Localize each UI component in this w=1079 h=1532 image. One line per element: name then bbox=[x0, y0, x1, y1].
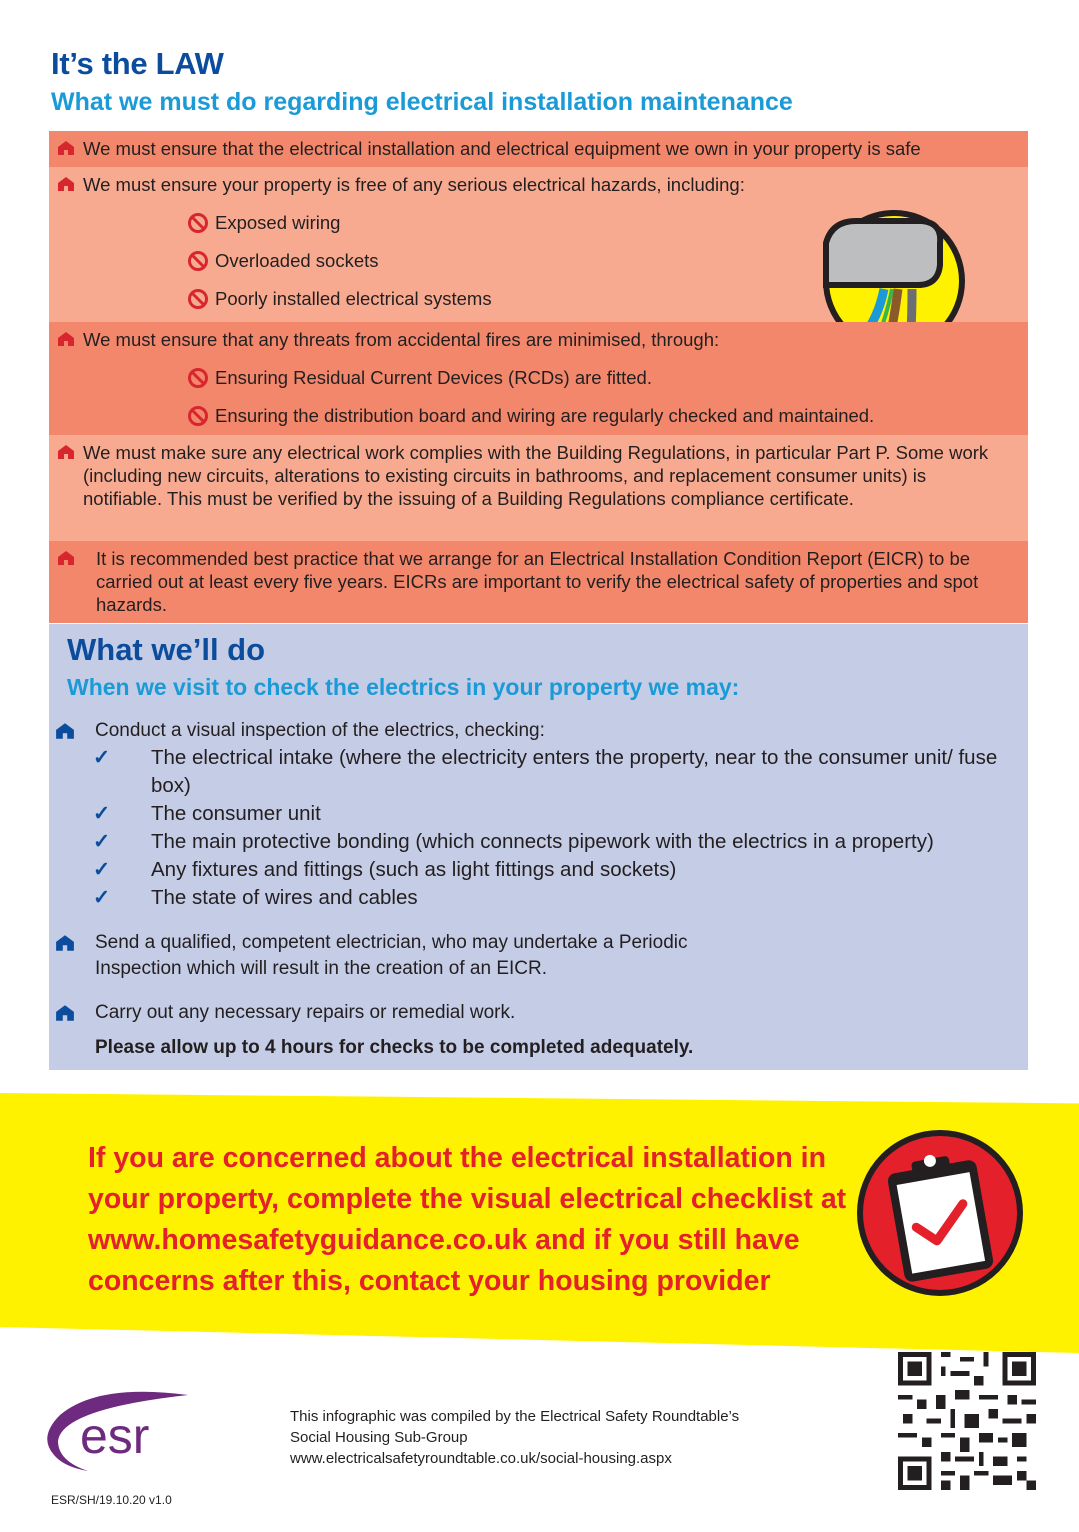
law-item-1: We must ensure that the electrical installation and electrical equipment we own in your property is safe bbox=[49, 131, 1028, 167]
law-item-4: We must make sure any electrical work complies with the Building Regulations, in particular Part P. Some work (including new circuits, alterations to existing circuits in bathrooms, and replacement consumer units) is notifiable. This must be verified by the issuing of a Building Regulations compliance certificate. bbox=[49, 435, 1028, 541]
law-item-5: It is recommended best practice that we arrange for an Electrical Installation Condition Report (EICR) to be carried out at least every five years. EICRs are important to verify the electrical safety of properties and spot hazards. bbox=[49, 541, 1028, 623]
hazard-item: Overloaded sockets bbox=[83, 249, 1016, 272]
house-icon bbox=[55, 934, 75, 952]
action-item-repairs: Carry out any necessary repairs or remedial work. bbox=[95, 1000, 515, 1026]
house-icon bbox=[55, 1004, 75, 1022]
house-icon bbox=[57, 140, 75, 156]
section-subheading: When we visit to check the electrics in your property we may: bbox=[67, 674, 740, 700]
law-section bbox=[49, 131, 1028, 623]
fire-measure-item: Ensuring the distribution board and wiring are regularly checked and maintained. bbox=[83, 404, 1016, 427]
action-item-inspect: Conduct a visual inspection of the electrics, checking: bbox=[95, 718, 545, 744]
hazard-item: Exposed wiring bbox=[83, 211, 1016, 234]
callout-text: If you are concerned about the electrical installation in your property, complete the visual electrical checklist at www.homesafetyguidance.co.uk and if you still have concerns after this, contact your housing provider bbox=[88, 1142, 847, 1297]
clipboard-icon bbox=[855, 1128, 1025, 1298]
logo-text: esr bbox=[80, 1408, 150, 1464]
check-item: ✓ The consumer unit bbox=[99, 800, 321, 828]
page-subtitle: What we must do regarding electrical installation maintenance bbox=[51, 88, 793, 116]
checkmark-icon: ✓ bbox=[93, 858, 111, 881]
time-note: Please allow up to 4 hours for checks to be completed adequately. bbox=[95, 1037, 694, 1058]
check-item: ✓ The main protective bonding (which connects pipework with the electrics in a property) bbox=[99, 828, 934, 856]
credit-line: Social Housing Sub-Group bbox=[290, 1429, 468, 1446]
house-icon bbox=[57, 176, 75, 192]
action-item-electrician: Send a qualified, competent electrician, who may undertake a Periodic Inspection which will result in the creation of an EICR. bbox=[95, 930, 755, 982]
what-we-do-section bbox=[49, 624, 1028, 1070]
house-icon bbox=[57, 550, 75, 566]
no-entry-icon bbox=[187, 367, 209, 389]
checkmark-icon: ✓ bbox=[93, 746, 111, 769]
house-icon bbox=[57, 331, 75, 347]
no-entry-icon bbox=[187, 250, 209, 272]
check-item: ✓ Any fixtures and fittings (such as light fittings and sockets) bbox=[99, 856, 676, 884]
section-heading: What we’ll do bbox=[67, 632, 266, 667]
checkmark-icon: ✓ bbox=[93, 830, 111, 853]
check-item: ✓ The electrical intake (where the electricity enters the property, near to the consumer unit/ fuse box) bbox=[93, 746, 998, 797]
no-entry-icon bbox=[187, 212, 209, 234]
credit-line: This infographic was compiled by the Electrical Safety Roundtable’s bbox=[290, 1408, 740, 1425]
no-entry-icon bbox=[187, 288, 209, 310]
checkmark-icon: ✓ bbox=[93, 886, 111, 909]
house-icon bbox=[57, 444, 75, 460]
qr-code-icon[interactable] bbox=[898, 1352, 1036, 1490]
checkmark-icon: ✓ bbox=[93, 802, 111, 825]
law-item-3: We must ensure that any threats from accidental fires are minimised, through: Ensuring Residual Current Devices (RCDs) are fitted. Ensuring the distribution board and wiring are regularly checked and maintained. bbox=[49, 322, 1028, 435]
document-reference: ESR/SH/19.10.20 v1.0 bbox=[51, 1493, 172, 1507]
credit-url[interactable]: www.electricalsafetyroundtable.co.uk/social-housing.aspx bbox=[290, 1450, 672, 1467]
no-entry-icon bbox=[187, 405, 209, 427]
check-item: ✓ The state of wires and cables bbox=[99, 884, 418, 912]
credit-block bbox=[290, 1406, 739, 1469]
fire-measure-item: Ensuring Residual Current Devices (RCDs) are fitted. bbox=[83, 366, 1016, 389]
esr-logo bbox=[38, 1385, 198, 1475]
law-item-2: We must ensure your property is free of any serious electrical hazards, including: Exposed wiring Overloaded sockets Poorly installed electrical systems bbox=[49, 167, 1028, 322]
page-title: It’s the LAW bbox=[51, 46, 224, 81]
house-icon bbox=[55, 722, 75, 740]
hazard-item: Poorly installed electrical systems bbox=[83, 287, 1016, 310]
